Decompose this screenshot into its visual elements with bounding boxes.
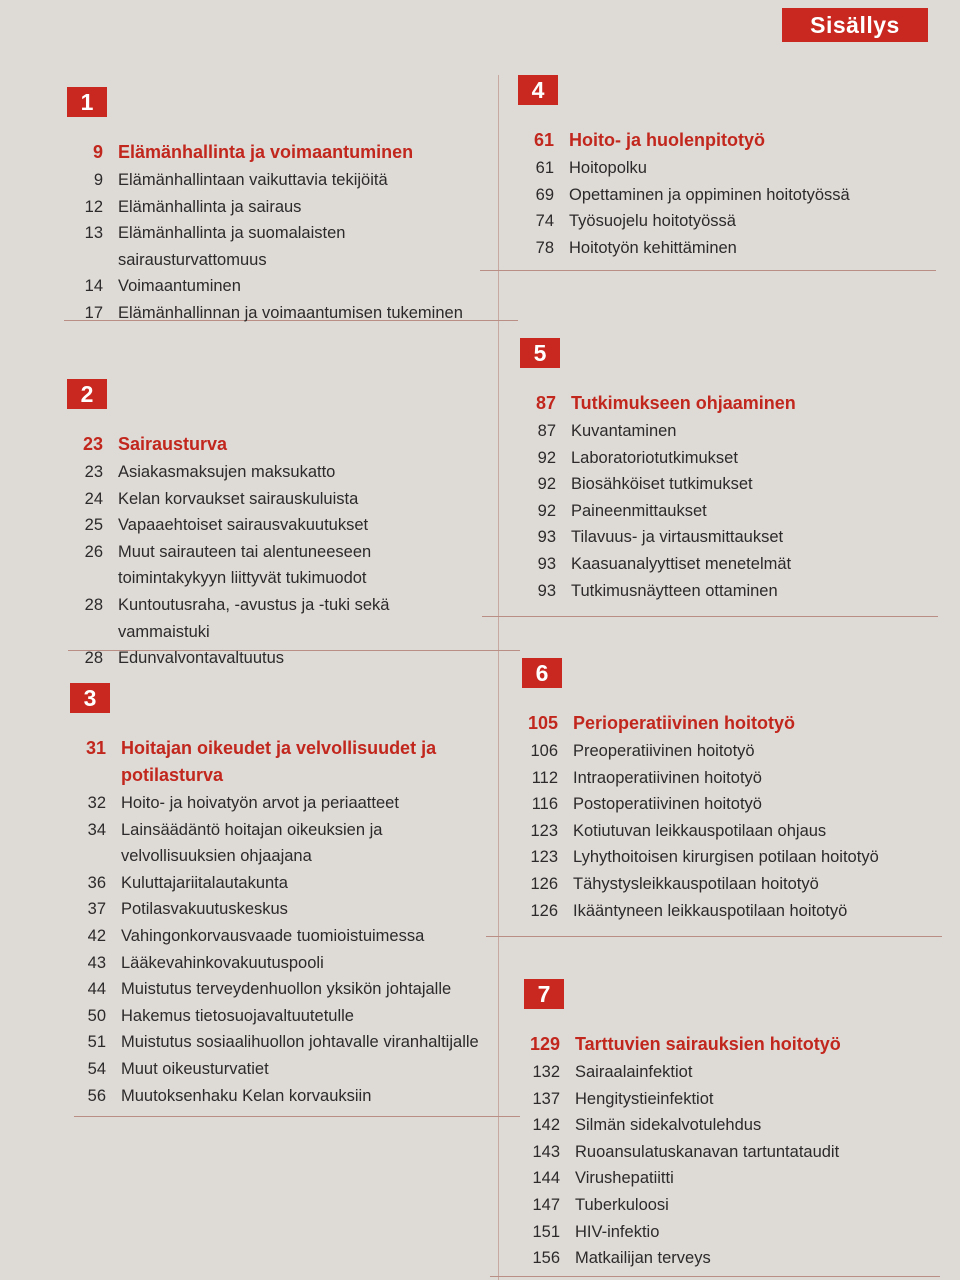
entry-page-number: 34 bbox=[87, 820, 106, 839]
entry-title: Tähystysleikkauspotilaan hoitotyö bbox=[573, 874, 819, 893]
entry-title: Hoito- ja hoivatyön arvot ja periaatteet bbox=[121, 794, 399, 812]
entry-page-number: 17 bbox=[84, 303, 103, 322]
chapter-number-badge: 7 bbox=[524, 979, 564, 1009]
toc-entry[interactable] bbox=[70, 817, 485, 870]
entry-title: Paineenmittaukset bbox=[571, 501, 707, 520]
entry-page-number: 92 bbox=[537, 475, 556, 494]
chapter-divider bbox=[74, 1116, 520, 1117]
entry-title: Elämänhallinnan ja voimaantumisen tukeminen bbox=[118, 303, 463, 322]
toc-entry[interactable] bbox=[67, 539, 477, 592]
entry-page-number: 106 bbox=[530, 742, 558, 760]
toc-entry[interactable] bbox=[70, 923, 485, 950]
chapter-heading[interactable] bbox=[70, 735, 485, 789]
chapter-title: Tutkimukseen ohjaaminen bbox=[571, 393, 796, 413]
entry-title: HIV-infektio bbox=[575, 1222, 660, 1241]
toc-entry[interactable] bbox=[67, 459, 477, 486]
toc-entry[interactable] bbox=[522, 765, 932, 792]
toc-entry[interactable] bbox=[520, 578, 930, 605]
toc-entry[interactable] bbox=[522, 738, 932, 765]
toc-entry[interactable] bbox=[67, 512, 477, 539]
entry-title: Kaasuanalyyttiset menetelmät bbox=[571, 554, 792, 573]
chapter-number-badge: 5 bbox=[520, 338, 560, 368]
entry-title: Ruoansulatuskanavan tartuntataudit bbox=[575, 1142, 840, 1161]
entry-title: Ikääntyneen leikkauspotilaan hoitotyö bbox=[573, 901, 848, 920]
entry-page-number: 23 bbox=[84, 463, 103, 481]
entry-page-number: 151 bbox=[532, 1222, 560, 1241]
entry-title: Preoperatiivinen hoitotyö bbox=[573, 742, 755, 760]
toc-entry[interactable] bbox=[524, 1219, 934, 1246]
entry-title: Lyhythoitoisen kirurgisen potilaan hoitotyö bbox=[573, 848, 879, 867]
chapter-title: Hoitajan oikeudet ja velvollisuudet ja potilasturva bbox=[121, 738, 437, 785]
toc-entry[interactable] bbox=[524, 1139, 934, 1166]
chapter-section-1 bbox=[67, 87, 477, 327]
column-divider bbox=[498, 75, 499, 1280]
entry-page-number: 137 bbox=[532, 1089, 560, 1108]
entry-page-number: 69 bbox=[535, 185, 554, 204]
entry-title: Muistutus sosiaalihuollon johtavalle viranhaltijalle bbox=[121, 1033, 479, 1052]
entry-page-number: 144 bbox=[532, 1169, 560, 1188]
toc-entry[interactable] bbox=[522, 818, 932, 845]
entry-page-number: 132 bbox=[532, 1063, 560, 1081]
entry-title: Hengitystieinfektiot bbox=[575, 1089, 714, 1108]
entry-title: Lainsäädäntö hoitajan oikeuksien ja velvollisuuksien ohjaajana bbox=[121, 820, 383, 866]
chapter-divider bbox=[486, 936, 942, 937]
chapter-page-number: 9 bbox=[92, 142, 103, 162]
entry-page-number: 51 bbox=[87, 1033, 106, 1052]
entry-page-number: 61 bbox=[535, 159, 554, 177]
entry-page-number: 28 bbox=[84, 649, 103, 668]
chapter-number-badge: 1 bbox=[67, 87, 107, 117]
chapter-number-badge: 6 bbox=[522, 658, 562, 688]
entry-page-number: 37 bbox=[87, 900, 106, 919]
entry-title: Vahingonkorvausvaade tuomioistuimessa bbox=[121, 926, 425, 945]
toc-entry[interactable] bbox=[524, 1192, 934, 1219]
entry-page-number: 93 bbox=[537, 528, 556, 547]
chapter-number-badge: 3 bbox=[70, 683, 110, 713]
toc-entry[interactable] bbox=[70, 1029, 485, 1056]
entry-title: Tilavuus- ja virtausmittaukset bbox=[571, 528, 784, 547]
toc-entry[interactable] bbox=[524, 1086, 934, 1113]
entry-page-number: 56 bbox=[87, 1086, 106, 1105]
toc-entry[interactable] bbox=[518, 208, 928, 235]
toc-entry[interactable] bbox=[522, 844, 932, 871]
entry-title: Biosähköiset tutkimukset bbox=[571, 475, 753, 494]
toc-entry[interactable] bbox=[518, 235, 928, 262]
chapter-title: Tarttuvien sairauksien hoitotyö bbox=[575, 1034, 841, 1054]
entry-page-number: 123 bbox=[530, 821, 558, 840]
entry-page-number: 126 bbox=[530, 901, 558, 920]
chapter-page-number: 105 bbox=[527, 713, 558, 733]
toc-entry[interactable] bbox=[70, 870, 485, 897]
entry-title: Muut sairauteen tai alentuneeseen toimintakykyyn liittyvät tukimuodot bbox=[118, 542, 372, 588]
toc-entry[interactable] bbox=[67, 220, 477, 273]
chapter-section-3 bbox=[70, 683, 485, 1109]
entry-title: Työsuojelu hoitotyössä bbox=[569, 212, 736, 231]
chapter-number-badge: 2 bbox=[67, 379, 107, 409]
toc-entry[interactable] bbox=[67, 486, 477, 513]
chapter-title: Elämänhallinta ja voimaantuminen bbox=[118, 142, 414, 162]
entry-page-number: 147 bbox=[532, 1195, 560, 1214]
chapter-title: Perioperatiivinen hoitotyö bbox=[573, 713, 796, 733]
entry-page-number: 9 bbox=[93, 171, 103, 189]
chapter-page-number: 87 bbox=[535, 393, 556, 413]
entry-title: Elämänhallinta ja sairaus bbox=[118, 197, 302, 216]
entry-title: Virushepatiitti bbox=[575, 1169, 674, 1188]
entry-title: Tutkimusnäytteen ottaminen bbox=[571, 581, 778, 600]
entry-page-number: 156 bbox=[532, 1249, 560, 1268]
entry-page-number: 13 bbox=[84, 224, 103, 243]
entry-page-number: 25 bbox=[84, 516, 103, 535]
entry-title: Edunvalvontavaltuutus bbox=[118, 649, 285, 668]
entry-page-number: 32 bbox=[87, 794, 106, 812]
chapter-section-5 bbox=[520, 338, 930, 604]
entry-page-number: 142 bbox=[532, 1116, 560, 1135]
entry-title: Laboratoriotutkimukset bbox=[571, 448, 738, 467]
entry-title: Tuberkuloosi bbox=[575, 1195, 669, 1214]
entry-page-number: 78 bbox=[535, 238, 554, 257]
toc-entry[interactable] bbox=[67, 645, 477, 672]
toc-entry[interactable] bbox=[67, 592, 477, 645]
toc-entry[interactable] bbox=[522, 791, 932, 818]
toc-entry[interactable] bbox=[67, 167, 477, 194]
chapter-heading[interactable] bbox=[520, 390, 930, 417]
chapter-page-number: 129 bbox=[529, 1034, 560, 1054]
chapter-heading[interactable] bbox=[67, 431, 477, 458]
chapter-title: Sairausturva bbox=[118, 434, 228, 454]
chapter-number-badge: 4 bbox=[518, 75, 558, 105]
entry-title: Muut oikeusturvatiet bbox=[121, 1059, 269, 1078]
toc-entry[interactable] bbox=[524, 1059, 934, 1086]
toc-entry[interactable] bbox=[520, 524, 930, 551]
entry-page-number: 28 bbox=[84, 595, 103, 614]
entry-page-number: 74 bbox=[535, 212, 554, 231]
entry-page-number: 44 bbox=[87, 980, 106, 999]
entry-page-number: 123 bbox=[530, 848, 558, 867]
page-header-label: Sisällys bbox=[782, 8, 928, 42]
chapter-divider bbox=[490, 1276, 940, 1277]
entry-page-number: 92 bbox=[537, 501, 556, 520]
entry-page-number: 12 bbox=[84, 197, 103, 216]
entry-page-number: 87 bbox=[537, 422, 556, 440]
entry-page-number: 143 bbox=[532, 1142, 560, 1161]
chapter-heading[interactable] bbox=[67, 139, 477, 166]
entry-title: Matkailijan terveys bbox=[575, 1249, 711, 1268]
entry-title: Postoperatiivinen hoitotyö bbox=[573, 795, 762, 814]
entry-title: Muutoksenhaku Kelan korvauksiin bbox=[121, 1086, 372, 1105]
entry-page-number: 14 bbox=[84, 277, 103, 296]
entry-title: Kuluttajariitalautakunta bbox=[121, 873, 288, 892]
chapter-page-number: 61 bbox=[533, 130, 554, 150]
toc-entry[interactable] bbox=[70, 950, 485, 977]
chapter-section-4 bbox=[518, 75, 928, 261]
entry-title: Intraoperatiivinen hoitotyö bbox=[573, 768, 762, 787]
entry-page-number: 36 bbox=[87, 873, 106, 892]
entry-page-number: 54 bbox=[87, 1059, 106, 1078]
toc-entry[interactable] bbox=[524, 1245, 934, 1272]
chapter-heading[interactable] bbox=[518, 127, 928, 154]
chapter-page-number: 31 bbox=[85, 738, 106, 758]
toc-entry[interactable] bbox=[67, 300, 477, 327]
toc-entry[interactable] bbox=[518, 155, 928, 182]
toc-entry[interactable] bbox=[67, 273, 477, 300]
entry-title: Elämänhallintaan vaikuttavia tekijöitä bbox=[118, 171, 388, 189]
entry-page-number: 126 bbox=[530, 874, 558, 893]
entry-title: Hoitotyön kehittäminen bbox=[569, 238, 737, 257]
entry-page-number: 24 bbox=[84, 489, 103, 508]
entry-page-number: 43 bbox=[87, 953, 106, 972]
chapter-heading[interactable] bbox=[522, 710, 932, 737]
entry-title: Potilasvakuutuskeskus bbox=[121, 900, 288, 919]
toc-entry[interactable] bbox=[522, 871, 932, 898]
chapter-divider bbox=[482, 616, 938, 617]
entry-title: Sairaalainfektiot bbox=[575, 1063, 693, 1081]
toc-entry[interactable] bbox=[70, 790, 485, 817]
entry-title: Muistutus terveydenhuollon yksikön johtajalle bbox=[121, 980, 452, 999]
entry-page-number: 116 bbox=[531, 795, 558, 814]
chapter-section-6 bbox=[522, 658, 932, 924]
entry-page-number: 93 bbox=[537, 581, 556, 600]
toc-entry[interactable] bbox=[70, 1083, 485, 1110]
toc-entry[interactable] bbox=[70, 976, 485, 1003]
toc-entry[interactable] bbox=[522, 898, 932, 925]
entry-page-number: 42 bbox=[87, 926, 106, 945]
toc-entry[interactable] bbox=[520, 551, 930, 578]
chapter-section-7 bbox=[524, 979, 934, 1272]
toc-entry[interactable] bbox=[520, 471, 930, 498]
entry-title: Asiakasmaksujen maksukatto bbox=[118, 463, 336, 481]
toc-entry[interactable] bbox=[67, 194, 477, 221]
toc-entry[interactable] bbox=[524, 1112, 934, 1139]
chapter-heading[interactable] bbox=[524, 1031, 934, 1058]
entry-title: Elämänhallinta ja suomalaisten sairausturvattomuus bbox=[118, 224, 346, 269]
toc-entry[interactable] bbox=[70, 1003, 485, 1030]
entry-title: Kelan korvaukset sairauskuluista bbox=[118, 489, 359, 508]
chapter-divider bbox=[480, 270, 936, 271]
entry-title: Silmän sidekalvotulehdus bbox=[575, 1116, 762, 1135]
toc-entry[interactable] bbox=[70, 1056, 485, 1083]
entry-page-number: 93 bbox=[537, 554, 556, 573]
entry-title: Lääkevahinkovakuutuspooli bbox=[121, 953, 324, 972]
toc-entry[interactable] bbox=[70, 896, 485, 923]
entry-title: Kotiutuvan leikkauspotilaan ohjaus bbox=[573, 821, 827, 840]
entry-title: Vapaaehtoiset sairausvakuutukset bbox=[118, 516, 369, 535]
entry-title: Kuntoutusraha, -avustus ja -tuki sekä vammaistuki bbox=[118, 595, 390, 641]
entry-title: Opettaminen ja oppiminen hoitotyössä bbox=[569, 185, 850, 204]
entry-title: Hoitopolku bbox=[569, 159, 647, 177]
chapter-page-number: 23 bbox=[82, 434, 103, 454]
toc-entry[interactable] bbox=[520, 418, 930, 445]
entry-page-number: 50 bbox=[87, 1006, 106, 1025]
chapter-title: Hoito- ja huolenpitotyö bbox=[569, 130, 765, 150]
chapter-section-2 bbox=[67, 379, 477, 672]
toc-entry[interactable] bbox=[524, 1165, 934, 1192]
entry-page-number: 92 bbox=[537, 448, 556, 467]
entry-title: Kuvantaminen bbox=[571, 422, 677, 440]
toc-entry[interactable] bbox=[520, 498, 930, 525]
entry-page-number: 26 bbox=[84, 542, 103, 561]
toc-entry[interactable] bbox=[518, 182, 928, 209]
toc-entry[interactable] bbox=[520, 445, 930, 472]
entry-title: Voimaantuminen bbox=[118, 277, 241, 296]
entry-title: Hakemus tietosuojavaltuutetulle bbox=[121, 1006, 354, 1025]
entry-page-number: 112 bbox=[531, 768, 558, 787]
